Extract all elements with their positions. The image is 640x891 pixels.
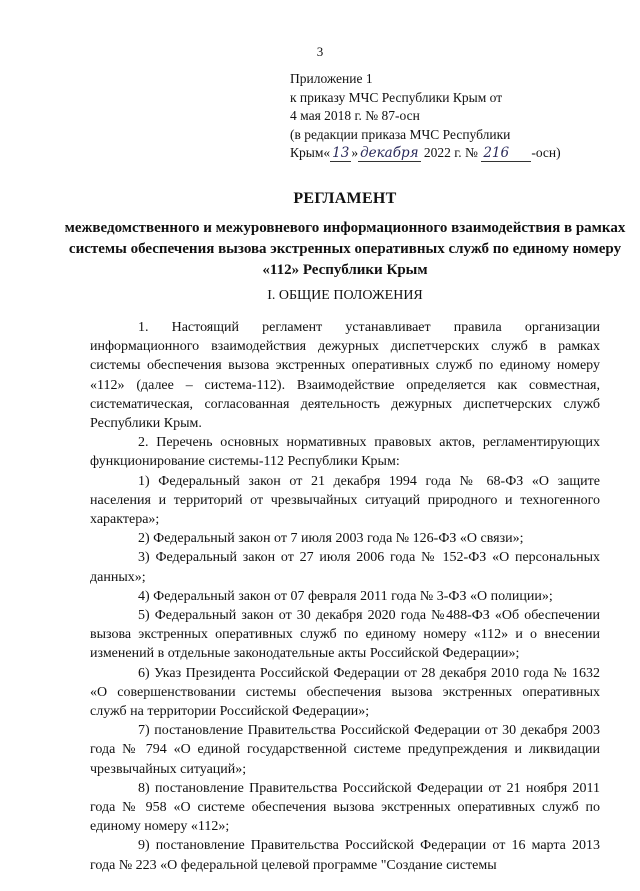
list-item: 6) Указ Президента Российской Федерации от 28 декабря 2010 года № 1632 «О совершенствовании системы обеспечения вызова экстренных оперативных служб на территории Российской Федерации»;: [90, 665, 600, 720]
appendix-line-5-sep: »: [351, 145, 359, 160]
paragraph: 2. Перечень основных нормативных правовых актов, регламентирующих функционирование системы-112 Республики Крым:: [90, 435, 600, 470]
list-item: 8) постановление Правительства Российской Федерации от 21 ноября 2011 года № 958 «О системе обеспечения вызова экстренных оперативных служб по единому номеру «112»;: [90, 780, 600, 835]
appendix-line-5-year: 2022 г. №: [423, 145, 478, 160]
document-title: [60, 190, 630, 281]
appendix-line-3: 4 мая 2018 г. № 87-осн: [290, 108, 420, 123]
appendix-line-5-prefix: Крым«: [290, 145, 331, 160]
appendix-line-2: к приказу МЧС Республики Крым от: [290, 89, 503, 105]
list-item: 3) Федеральный закон от 27 июля 2006 года № 152-ФЗ «О персональных данных»;: [90, 550, 600, 585]
list-item: 5) Федеральный закон от 30 декабря 2020 года №488-ФЗ «Об обеспечении вызова экстренных оперативных служб по единому номеру «112» и о внесении изменений в отдельные законодательные акты Российской Федерации»;: [90, 608, 600, 662]
page-number: 3: [316, 44, 324, 59]
appendix-line-5: [290, 144, 620, 163]
appendix-header: [290, 70, 620, 163]
list-item: 9) постановление Правительства Российской Федерации от 16 марта 2013 года № 223 «О федеральной целевой программе "Создание системы: [90, 838, 600, 873]
handwritten-month: декабря: [360, 145, 419, 161]
section-heading: I. ОБЩИЕ ПОЛОЖЕНИЯ: [267, 288, 423, 303]
paragraph: 1. Настоящий регламент устанавливает правила организации информационного взаимодействия дежурных диспетчерских служб в рамках системы обеспечения вызова экстренных оперативных служб по единому номеру «112» (далее – система-112). Взаимодействие определяется как совместная, систематическая, согласованная деятельность дежурных диспетчерских служб Республики Крым.: [90, 320, 600, 432]
appendix-line-5-suffix: -осн): [531, 145, 561, 160]
title-subtitle: межведомственного и межуровневого информационного взаимодействия в рамках системы обеспечения вызова экстренных оперативных служб по единому номеру «112» Республики Крым: [64, 220, 626, 278]
handwritten-order-number: 216: [481, 146, 531, 162]
title-main: РЕГЛАМЕНТ: [293, 190, 397, 207]
list-item: 4) Федеральный закон от 07 февраля 2011 года № 3-ФЗ «О полиции»;: [138, 588, 553, 604]
list-item: 7) постановление Правительства Российской Федерации от 30 декабря 2003 года № 794 «О единой государственной системе предупреждения и ликвидации чрезвычайных ситуаций»;: [90, 723, 600, 777]
appendix-line-1: Приложение 1: [290, 71, 373, 86]
handwritten-day: 13: [332, 145, 350, 161]
list-item: 2) Федеральный закон от 7 июля 2003 года № 126-ФЗ «О связи»;: [138, 531, 524, 547]
body-text: [90, 318, 600, 875]
list-item: 1) Федеральный закон от 21 декабря 1994 года № 68-ФЗ «О защите населения и территорий от чрезвычайных ситуаций природного и техногенного характера»;: [90, 473, 600, 528]
appendix-line-4: (в редакции приказа МЧС Республики: [290, 126, 511, 142]
